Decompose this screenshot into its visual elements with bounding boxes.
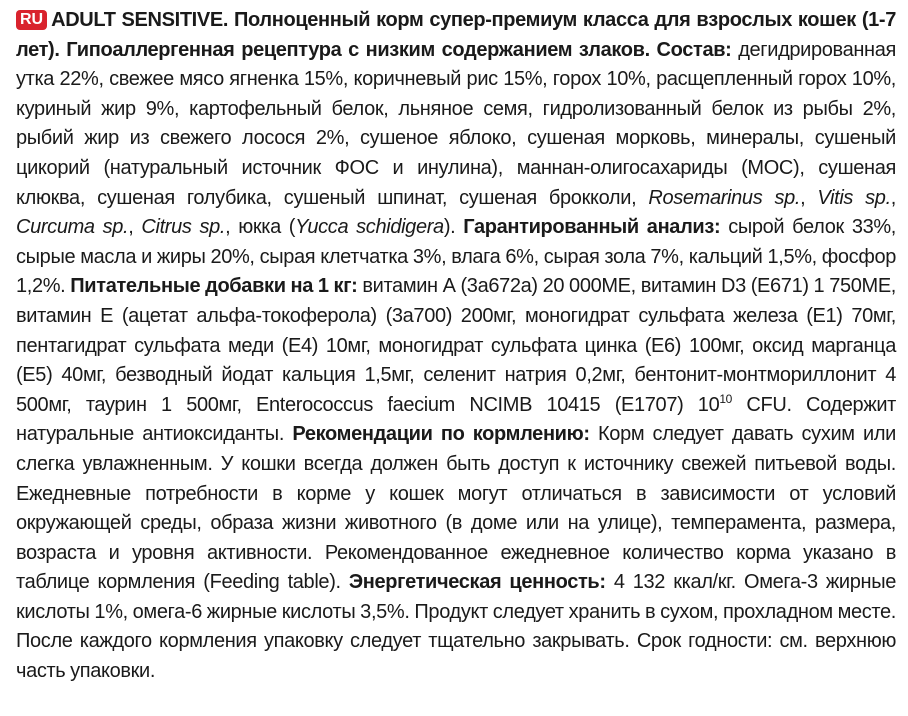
product-title: ADULT SENSITIVE. Полноценный корм супер-премиум класса для взрослых кошек (1-7 лет). Гипоаллергенная рецептура с низким содержанием злаков. Состав: <box>16 9 896 61</box>
additives-heading: Питательные добавки на 1 кг: <box>70 275 358 298</box>
composition-text: , юкка ( <box>225 216 296 239</box>
energy-heading: Энергетическая ценность: <box>348 571 606 594</box>
latin-name: Curcuma sp. <box>16 216 129 239</box>
additives-text: витамин А (3a672a) 20 000МЕ, витамин D3 (Е671) 1 750МЕ, витамин Е (ацетат альфа-токоферола) (3a700) 200мг, моногидрат сульфата железа (Е1) 70мг, пентагидрат сульфата меди (Е4) 10мг, моногидрат сульфата цинка (Е6) 100мг, оксид марганца (Е5) 40мг, безводный йодат кальция 1,5мг, селенит натрия 0,2мг, бентонит-монтмориллонит 4 500мг, таурин 1 500мг, Enterococcus faecium NCIMB 10415 (E1707) 10 <box>16 275 897 416</box>
energy-text: 4 132 ккал/кг. Омега-3 жирные кислоты 1%, омега-6 жирные кислоты 3,5%. Продукт следует хранить в сухом, прохладном месте. После каждого кормления упаковку следует тщательно закрывать. Срок годности: см. верхнюю часть упаковки. <box>16 571 896 683</box>
feeding-heading: Рекомендации по кормлению: <box>292 423 590 446</box>
composition-text: дегидрированная утка 22%, свежее мясо ягненка 15%, коричневый рис 15%, горох 10%, расщепленный горох 10%, куриный жир 9%, картофельный белок, льняное семя, гидролизованный белок из рыбы 2%, рыбий жир из свежего лосося 2%, сушеное яблоко, сушеная морковь, минералы, сушеный цикорий (натуральный источник ФОС и инулина), маннан-олигосахариды (МОС), сушеная клюква, сушеная голубика, сушеный шпинат, сушеная брокколи, <box>16 38 896 209</box>
separator: , <box>800 186 818 209</box>
analysis-text: сырой белок 33%, сырые масла и жиры 20%, сырая клетчатка 3%, влага 6%, сырая зола 7%, кальций 1,5%, фосфор 1,2%. <box>16 216 897 298</box>
latin-name: Rosemarinus sp. <box>648 186 801 209</box>
exponent: 10 <box>719 391 732 406</box>
analysis-heading: Гарантированный анализ: <box>463 216 721 239</box>
composition-text: ). <box>443 216 456 239</box>
latin-name: Vitis sp. <box>817 186 891 209</box>
separator: , <box>128 216 142 239</box>
language-badge: RU <box>16 10 47 30</box>
latin-name: Yucca schidigera <box>295 216 444 239</box>
latin-name: Citrus sp. <box>141 216 226 239</box>
label-paragraph <box>16 6 896 687</box>
separator: , <box>890 186 897 209</box>
additives-text-after: CFU. Содержит натуральные антиоксиданты. <box>16 393 896 446</box>
feeding-text: Корм следует давать сухим или слегка увлажненным. У кошки всегда должен быть доступ к источнику свежей питьевой воды. Ежедневные потребности в корме у кошек могут отличаться в зависимости от условий окружающей среды, образа жизни животного (в доме или на улице), темперамента, размера, возраста и уровня активности. Рекомендованное ежедневное количество корма указано в таблице кормления (Feeding table). <box>16 423 896 594</box>
